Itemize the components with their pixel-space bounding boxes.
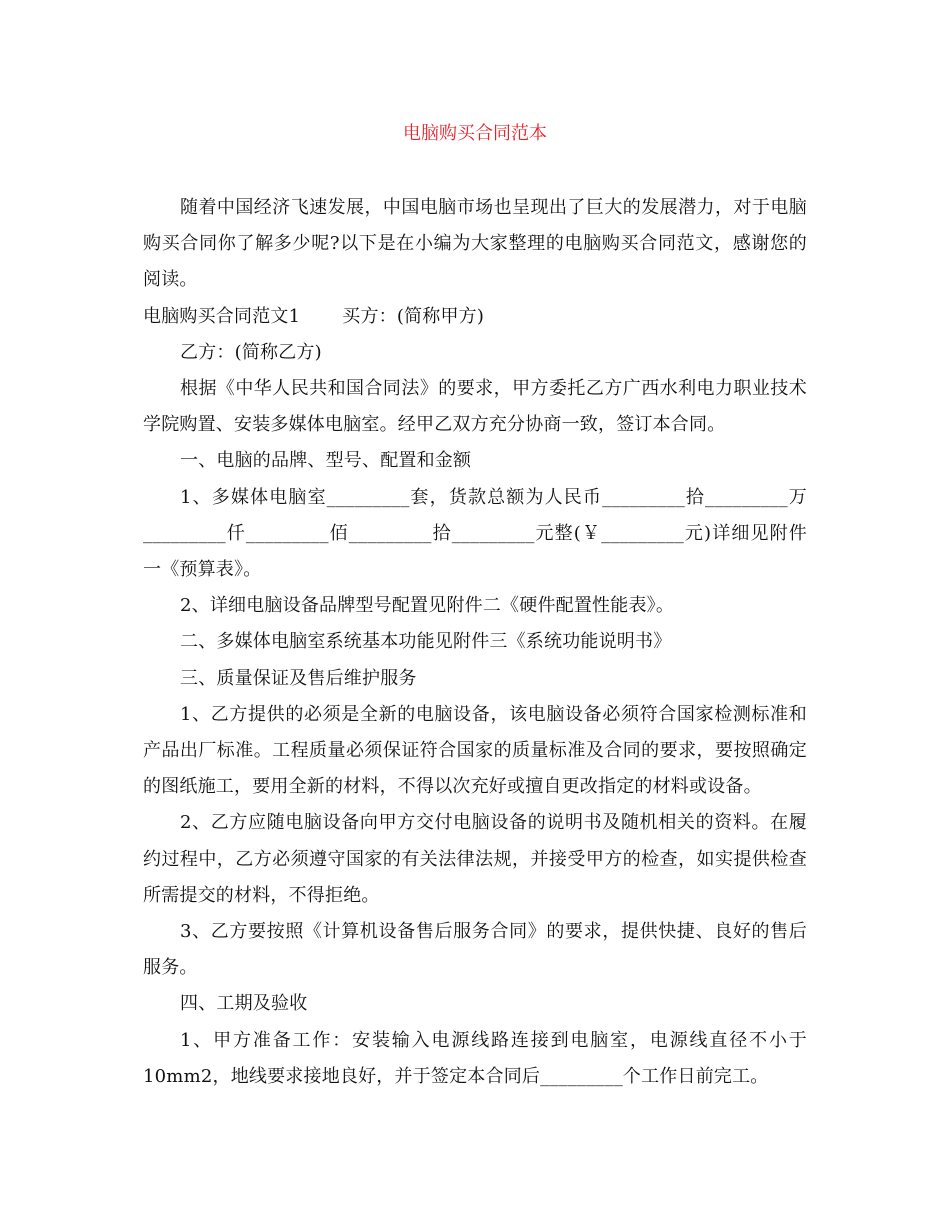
- section-heading: 电脑购买合同范文1: [143, 305, 301, 327]
- clause-quality-1: 1、乙方提供的必须是全新的电脑设备，该电脑设备必须符合国家检测标准和产品出厂标准。工程质量必须保证符合国家的质量标准及合同的要求，要按照确定的图纸施工，要用全新的材料，不得以次充好或擅自更改指定的材料或设备。: [143, 703, 807, 798]
- seller-label: 乙方：(简称乙方): [180, 341, 322, 363]
- section-heading-line: [143, 299, 807, 335]
- intro-paragraph: 随着中国经济飞速发展，中国电脑市场也呈现出了巨大的发展潜力，对于电脑购买合同你了解多少呢?以下是在小编为大家整理的电脑购买合同范文，感谢您的阅读。: [143, 197, 807, 291]
- clause-2-config: 2、详细电脑设备品牌型号配置见附件二《硬件配置性能表》。: [180, 595, 675, 617]
- clause-quality-2: 2、乙方应随电脑设备向甲方交付电脑设备的说明书及随机相关的资料。在履约过程中，乙方必须遵守国家的有关法律法规，并接受甲方的检查，如实提供检查所需提交的材料，不得拒绝。: [143, 812, 807, 906]
- heading-brand-model: 一、电脑的品牌、型号、配置和金额: [180, 450, 472, 472]
- clause-1-amount: 1、多媒体电脑室_________套，货款总额为人民币_________拾_________万_________仟_________佰_________拾_________元整(￥_________元)详细见附件一《预算表》。: [143, 486, 807, 581]
- heading-system-function: 二、多媒体电脑室系统基本功能见附件三《系统功能说明书》: [180, 631, 672, 653]
- clause-schedule-1: 1、甲方准备工作：安装输入电源线路连接到电脑室，电源线直径不小于10mm2，地线要求接地良好，并于签定本合同后_________个工作日前完工。: [143, 1029, 807, 1087]
- paragraph-contract-basis: 根据《中华人民共和国合同法》的要求，甲方委托乙方广西水利电力职业技术学院购置、安装多媒体电脑室。经甲乙双方充分协商一致，签订本合同。: [143, 378, 807, 436]
- clause-quality-3: 3、乙方要按照《计算机设备售后服务合同》的要求，提供快捷、良好的售后服务。: [143, 921, 807, 979]
- document-body: [143, 190, 807, 1095]
- heading-quality-service: 三、质量保证及售后维护服务: [180, 667, 417, 689]
- buyer-label: 买方：(简称甲方): [342, 305, 485, 327]
- heading-schedule-acceptance: 四、工期及验收: [180, 993, 308, 1015]
- document-title: 电脑购买合同范本: [403, 123, 547, 144]
